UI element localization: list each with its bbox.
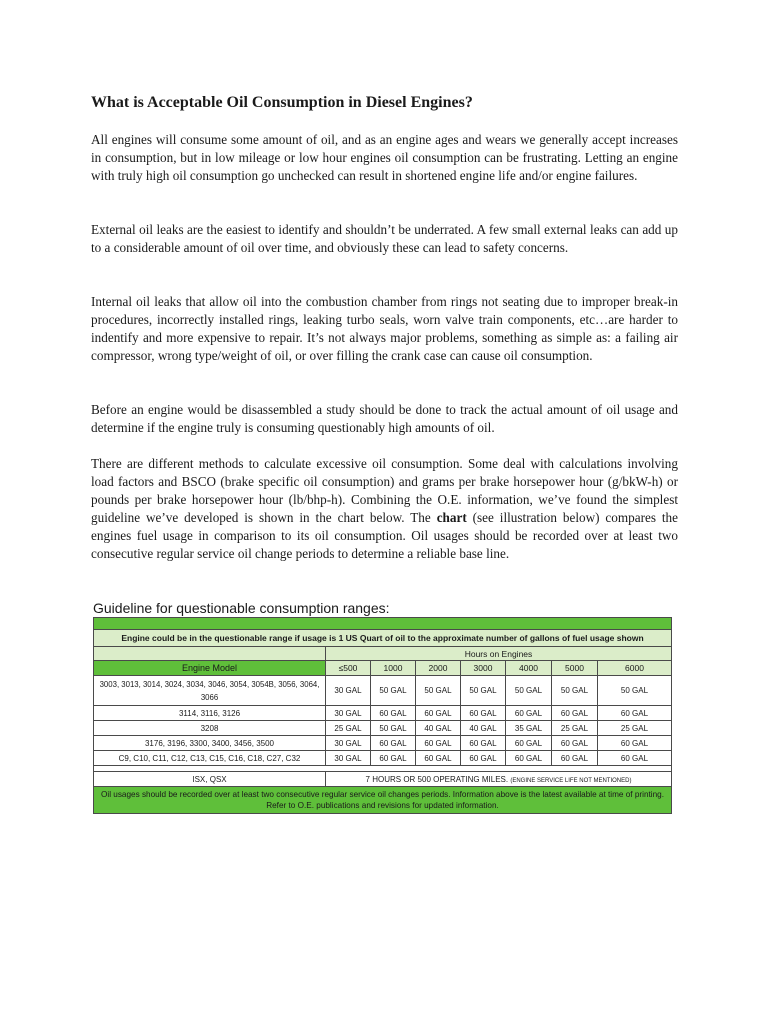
table-row <box>94 721 672 736</box>
gallons-cell: 30 GAL <box>326 751 371 766</box>
table-row <box>94 736 672 751</box>
engine-model-cell: ISX, QSX <box>94 772 326 787</box>
engine-model-header: Engine Model <box>94 661 326 676</box>
paragraph-internal-leaks: Internal oil leaks that allow oil into the combustion chamber from rings not seating due to improper break-in procedures, incorrectly installed rings, leaking turbo seals, worn valve train components, etc…are harder to indentify and more expensive to repair. It’s not always major problems, something as simple as: a failing air compressor, wrong type/weight of oil, or over filling the crank case can cause oil consumption. <box>91 294 678 363</box>
gallons-cell: 60 GAL <box>461 706 506 721</box>
hours-header: ≤500 <box>326 661 371 676</box>
paragraph-study: Before an engine would be disassembled a study should be done to track the actual amount of oil usage and determine if the engine truly is consuming questionably high amounts of oil. <box>91 402 678 435</box>
methods-text-start: There are different methods to calculate excessive oil consumption. Some deal with calculations involving load factors and BSCO (brake specific oil consumption) and grams per brake horsepower hour (g/bkW-h) or pounds per brake horsepower hour (lb/bhp-h). Combining the O.E. information, we’ve found the simplest guideline we’ve developed is shown in the chart below. The <box>91 456 678 525</box>
chart-bold-word: chart <box>436 510 467 525</box>
gallons-cell: 60 GAL <box>461 736 506 751</box>
gallons-cell: 35 GAL <box>506 721 552 736</box>
engine-model-cell: 3208 <box>94 721 326 736</box>
gallons-cell: 60 GAL <box>371 751 416 766</box>
footer-row <box>94 787 672 814</box>
isx-row <box>94 772 672 787</box>
hours-header: 3000 <box>461 661 506 676</box>
gallons-cell: 50 GAL <box>371 676 416 706</box>
gallons-cell: 30 GAL <box>326 676 371 706</box>
gallons-cell: 60 GAL <box>506 751 552 766</box>
engine-model-cell: 3003, 3013, 3014, 3024, 3034, 3046, 3054, 3054B, 3056, 3064, 3066 <box>94 676 326 706</box>
gallons-cell: 30 GAL <box>326 736 371 751</box>
table-row <box>94 751 672 766</box>
gallons-cell: 50 GAL <box>371 721 416 736</box>
gallons-cell: 60 GAL <box>371 736 416 751</box>
gallons-cell: 50 GAL <box>598 676 672 706</box>
gallons-cell: 25 GAL <box>598 721 672 736</box>
paragraph-intro: All engines will consume some amount of oil, and as an engine ages and wears we generally accept increases in consumption, but in low mileage or low hour engines oil consumption can be frustrating. Letting an engine with truly high oil consumption go unchecked can result in shortened engine life and/or engine failures. <box>91 132 678 183</box>
gallons-cell: 40 GAL <box>461 721 506 736</box>
isx-value-cell <box>326 772 672 787</box>
consumption-guideline-table <box>93 617 672 814</box>
hours-on-engines-label: Hours on Engines <box>326 647 672 661</box>
gallons-cell: 50 GAL <box>416 676 461 706</box>
table-row <box>94 706 672 721</box>
gallons-cell: 60 GAL <box>552 751 598 766</box>
gallons-cell: 60 GAL <box>416 706 461 721</box>
gallons-cell: 60 GAL <box>506 736 552 751</box>
gallons-cell: 60 GAL <box>371 706 416 721</box>
paragraph-methods <box>91 455 678 563</box>
gallons-cell: 60 GAL <box>598 736 672 751</box>
column-header-row <box>94 661 672 676</box>
hours-label-row <box>94 647 672 661</box>
gallons-cell: 60 GAL <box>506 706 552 721</box>
table-header-row <box>94 630 672 647</box>
table-caption: Guideline for questionable consumption ranges: <box>93 600 390 616</box>
gallons-cell: 60 GAL <box>416 736 461 751</box>
methods-text-end: (see illustration below) compares the engines fuel usage in comparison to its oil consumption. Oil usages should be recorded over at least two consecutive regular service oil change periods to determine a reliable base line. <box>91 510 679 561</box>
isx-note: (ENGINE SERVICE LIFE NOT MENTIONED) <box>510 777 632 784</box>
gallons-cell: 60 GAL <box>416 751 461 766</box>
hours-header: 5000 <box>552 661 598 676</box>
document-title: What is Acceptable Oil Consumption in Diesel Engines? <box>91 94 473 111</box>
hours-header: 2000 <box>416 661 461 676</box>
gallons-cell: 50 GAL <box>506 676 552 706</box>
gallons-cell: 50 GAL <box>552 676 598 706</box>
gallons-cell: 60 GAL <box>461 751 506 766</box>
hours-header: 4000 <box>506 661 552 676</box>
hours-header: 6000 <box>598 661 672 676</box>
gallons-cell: 25 GAL <box>326 721 371 736</box>
gallons-cell: 50 GAL <box>461 676 506 706</box>
gallons-cell: 60 GAL <box>552 706 598 721</box>
engine-model-cell: C9, C10, C11, C12, C13, C15, C16, C18, C27, C32 <box>94 751 326 766</box>
hours-header: 1000 <box>371 661 416 676</box>
gallons-cell: 25 GAL <box>552 721 598 736</box>
table-footer-note: Oil usages should be recorded over at least two consecutive regular service oil changes periods. Information above is the latest available at time of printing. Refer to O.E. publications and revisions for updated information. <box>94 787 672 814</box>
engine-model-cell: 3176, 3196, 3300, 3400, 3456, 3500 <box>94 736 326 751</box>
gallons-cell: 60 GAL <box>598 706 672 721</box>
top-green-bar <box>94 618 672 630</box>
gallons-cell: 40 GAL <box>416 721 461 736</box>
paragraph-external-leaks: External oil leaks are the easiest to identify and shouldn’t be underrated. A few small external leaks can add up to a considerable amount of oil over time, and obviously these can lead to safety concerns. <box>91 222 678 255</box>
gallons-cell: 60 GAL <box>552 736 598 751</box>
gallons-cell: 60 GAL <box>598 751 672 766</box>
table-row <box>94 676 672 706</box>
table-header: Engine could be in the questionable range if usage is 1 US Quart of oil to the approximate number of gallons of fuel usage shown <box>94 630 672 647</box>
isx-value: 7 HOURS OR 500 OPERATING MILES. <box>365 774 509 784</box>
gallons-cell: 30 GAL <box>326 706 371 721</box>
engine-model-cell: 3114, 3116, 3126 <box>94 706 326 721</box>
